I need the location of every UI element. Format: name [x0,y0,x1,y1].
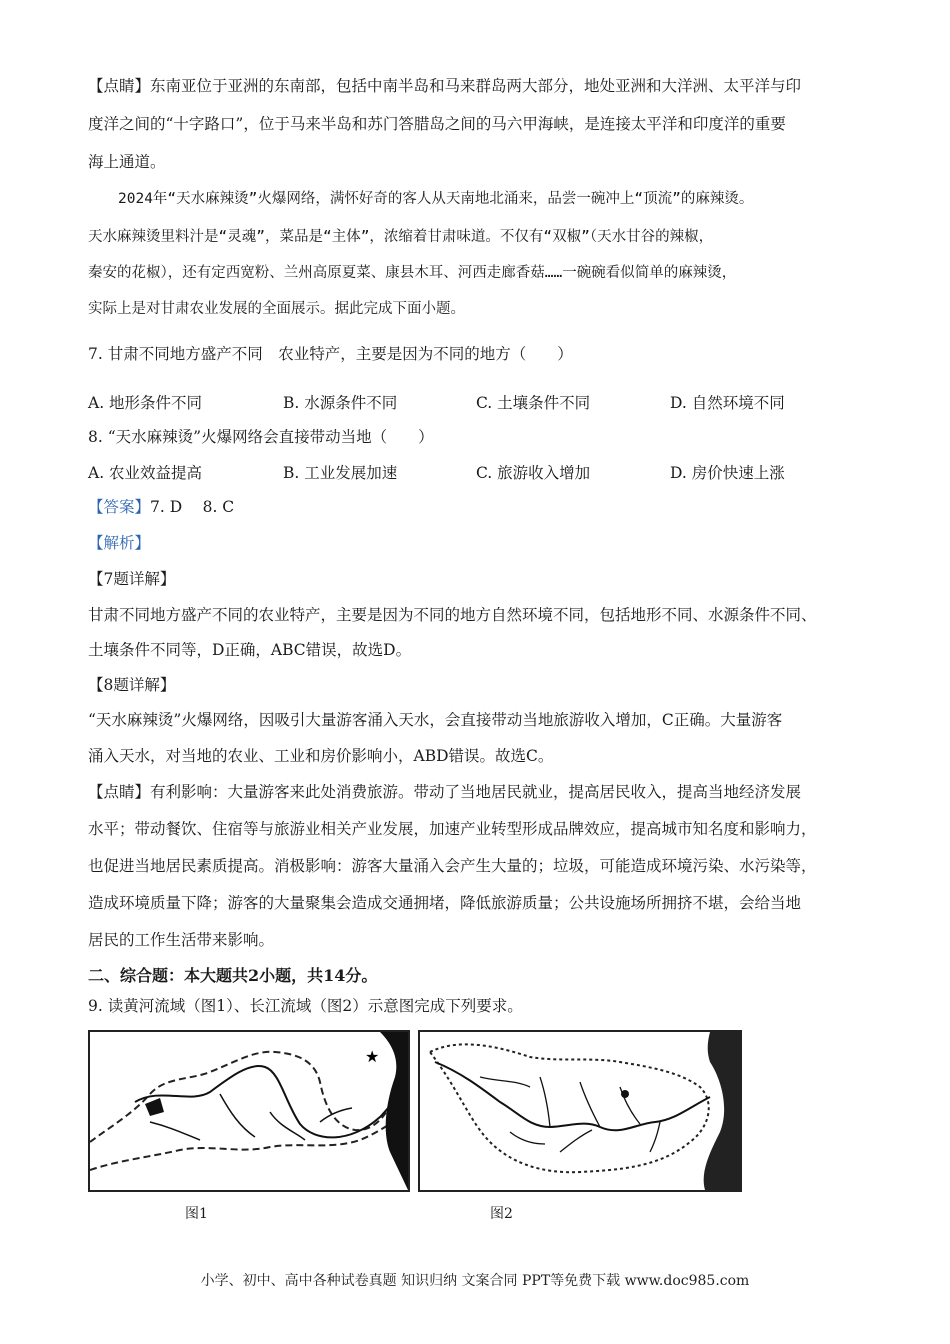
q8-option-c: C. 旅游收入增加 [476,464,591,482]
q8-option-a: A. 农业效益提高 [88,464,203,482]
answer-text: 7. D 8. C [150,498,235,516]
q7-option-a: A. 地形条件不同 [88,394,203,412]
section-heading: 二、综合题：本大题共2小题，共14分。 [88,966,378,985]
analysis-label: 【解析】 [88,534,151,552]
dianjing-line-3: 海上通道。 [88,153,166,171]
q8-option-b: B. 工业发展加速 [283,464,398,482]
passage-line-4: 实际上是对甘肃农业发展的全面展示。据此完成下面小题。 [88,301,465,317]
dianjing2-line-3: 也促进当地居民素质提高。消极影响：游客大量涌入会产生大量的；垃圾，可能造成环境污染、水污染等， [88,857,817,875]
figure-1-yellow-river-map [88,1030,410,1192]
svg-text:★: ★ [365,1047,380,1066]
dianjing2-line-2: 水平；带动餐饮、住宿等与旅游业相关产业发展，加速产业转型形成品牌效应，提高城市知名度和影响力， [88,820,817,838]
q8-stem: 8. “天水麻辣烫”火爆网络会直接带动当地（ ） [88,428,434,446]
answer-line [88,497,878,517]
d7-title: 【7题详解】 [88,570,176,588]
passage-line-2: 天水麻辣烫里料汁是“灵魂”，菜品是“主体”，浓缩着甘肃味道。不仅有“双椒”（天水甘谷的辣椒， [88,229,714,245]
figure-2-caption: 图2 [490,1206,513,1222]
dianjing2-line-4: 造成环境质量下降；游客的大量聚集会造成交通拥堵，降低旅游质量；公共设施场所拥挤不堪，会给当地 [88,894,802,912]
q8-option-d: D. 房价快速上涨 [670,464,785,482]
dianjing-line-2: 度洋之间的“十字路口”，位于马来半岛和苏门答腊岛之间的马六甲海峡，是连接太平洋和印度洋的重要 [88,115,786,133]
passage-line-1: 2024年“天水麻辣烫”火爆网络，满怀好奇的客人从天南地北涌来，品尝一碗冲上“顶流”的麻辣烫。 [118,191,754,207]
q7-option-b: B. 水源条件不同 [283,394,398,412]
d8-title: 【8题详解】 [88,676,176,694]
yellow-river-map-svg [90,1032,408,1190]
dianjing2-line-1: 【点睛】有利影响：大量游客来此处消费旅游。带动了当地居民就业，提高居民收入，提高当地经济发展 [88,783,802,801]
q7-option-d: D. 自然环境不同 [670,394,785,412]
d7-line-1: 甘肃不同地方盛产不同的农业特产，主要是因为不同的地方自然环境不同，包括地形不同、水源条件不同、 [88,606,817,624]
figure-1-caption: 图1 [185,1206,208,1222]
d8-line-2: 涌入天水，对当地的农业、工业和房价影响小，ABD错误。故选C。 [88,747,554,765]
q9-stem: 9. 读黄河流域（图1）、长江流域（图2）示意图完成下列要求。 [88,997,523,1015]
passage-line-3: 秦安的花椒），还有定西宽粉、兰州高原夏菜、康县木耳、河西走廊香菇……一碗碗看似简单的麻辣烫， [88,265,737,281]
dianjing-line-1: 【点睛】东南亚位于亚洲的东南部，包括中南半岛和马来群岛两大部分，地处亚洲和大洋洲、太平洋与印 [88,77,802,95]
answer-label: 【答案】 [88,498,151,516]
page-footer: 小学、初中、高中各种试卷真题 知识归纳 文案合同 PPT等免费下载 www.doc985.com [200,1273,750,1289]
d8-line-1: “天水麻辣烫”火爆网络，因吸引大量游客涌入天水，会直接带动当地旅游收入增加，C正确。大量游客 [88,711,783,729]
figure-2-yangtze-river-map [418,1030,742,1192]
q7-option-c: C. 土壤条件不同 [476,394,591,412]
dianjing2-line-5: 居民的工作生活带来影响。 [88,931,275,949]
yangtze-river-map-svg [420,1032,740,1190]
d7-line-2: 土壤条件不同等，D正确，ABC错误，故选D。 [88,641,412,659]
q7-stem: 7. 甘肃不同地方盛产不同 农业特产，主要是因为不同的地方（ ） [88,345,573,363]
